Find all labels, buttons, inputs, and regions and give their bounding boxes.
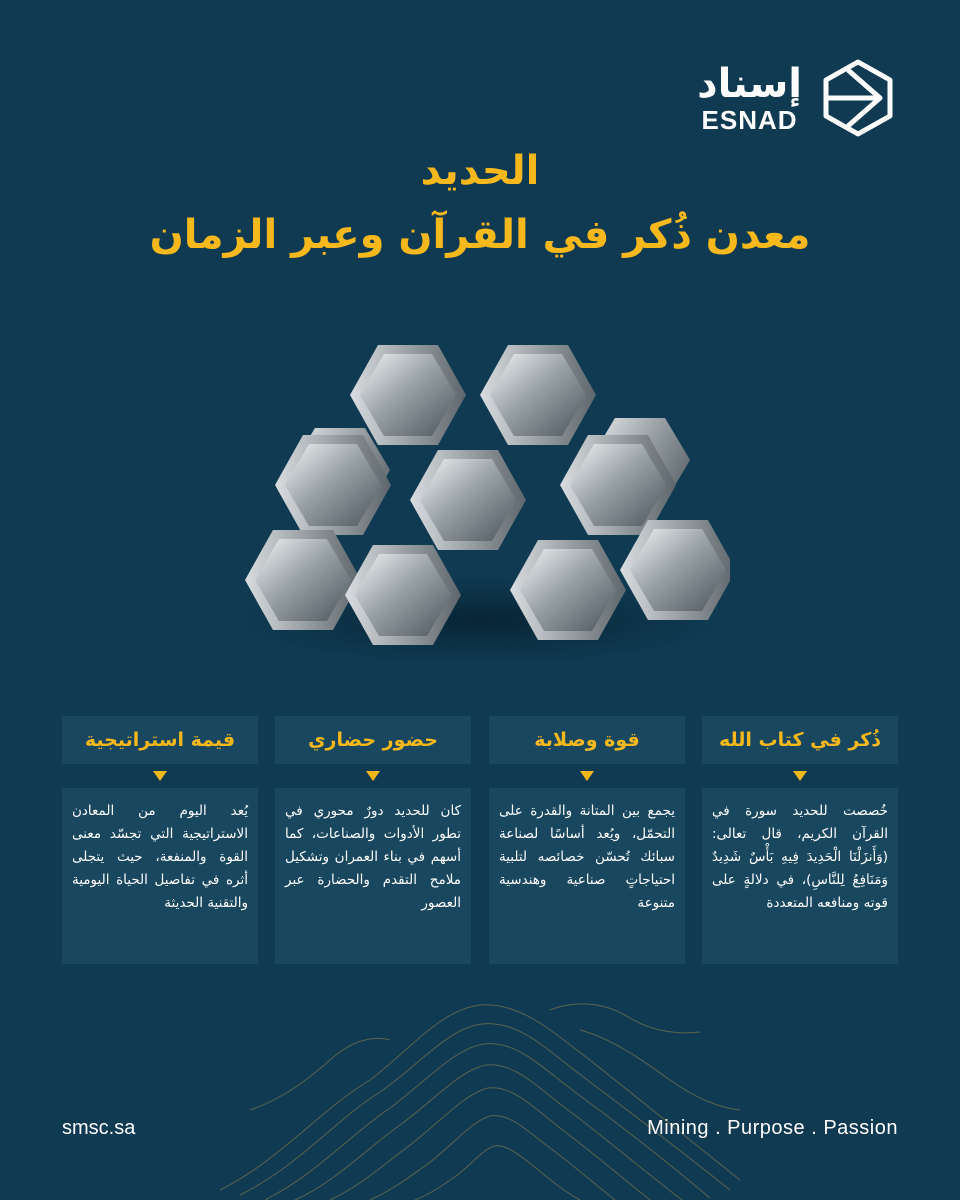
esnad-hexagon-logo-icon	[818, 58, 898, 138]
esnad-logo	[697, 58, 898, 138]
tagline: Mining . Purpose . Passion	[647, 1117, 898, 1139]
contour-mountain-graphic	[220, 990, 740, 1200]
card-strength	[489, 716, 685, 964]
card-text: يُعد اليوم من المعادن الاستراتيجية التي تجسّد معنى القوة والمنفعة، حيث يتجلى أثره في تفاصيل الحياة اليومية والتقنية الحديثة	[62, 788, 258, 964]
chevron-down-icon	[489, 764, 685, 788]
page-title	[0, 140, 960, 268]
card-text: خُصصت للحديد سورة في القرآن الكريم، قال تعالى: (وَأَنزَلْنَا الْحَدِيدَ فِيهِ بَأْسٌ شَدِيدٌ وَمَنَافِعُ لِلنَّاسِ)، في دلالةٍ على قوته ومنافعه المتعددة	[702, 788, 898, 964]
title-line-2: معدن ذُكر في القرآن وعبر الزمان	[149, 212, 811, 258]
chevron-down-icon	[702, 764, 898, 788]
card-title: حضور حضاري	[275, 716, 471, 764]
card-civilization	[275, 716, 471, 964]
hexagonal-iron-bars-image	[230, 320, 730, 680]
title-line-1: الحديد	[420, 148, 540, 194]
logo-text	[697, 62, 802, 134]
chevron-down-icon	[275, 764, 471, 788]
logo-arabic: إسناد	[697, 61, 802, 107]
card-text: كان للحديد دورٌ محوري في تطور الأدوات والصناعات، كما أسهم في بناء العمران وتشكيل ملامح التقدم والحضارة عبر العصور	[275, 788, 471, 964]
card-strategic-value	[62, 716, 258, 964]
card-title: ذُكر في كتاب الله	[702, 716, 898, 764]
card-title: قيمة استراتيجية	[62, 716, 258, 764]
card-title: قوة وصلابة	[489, 716, 685, 764]
website-link[interactable]: smsc.sa	[62, 1117, 136, 1139]
chevron-down-icon	[62, 764, 258, 788]
card-mentioned-in-quran	[702, 716, 898, 964]
card-text: يجمع بين المتانة والقدرة على التحمّل، ويُعد أساسًا لصناعة سبائك تُحسّن خصائصه لتلبية احتياجاتٍ صناعية وهندسية متنوعة	[489, 788, 685, 964]
logo-english: ESNAD	[701, 105, 798, 135]
